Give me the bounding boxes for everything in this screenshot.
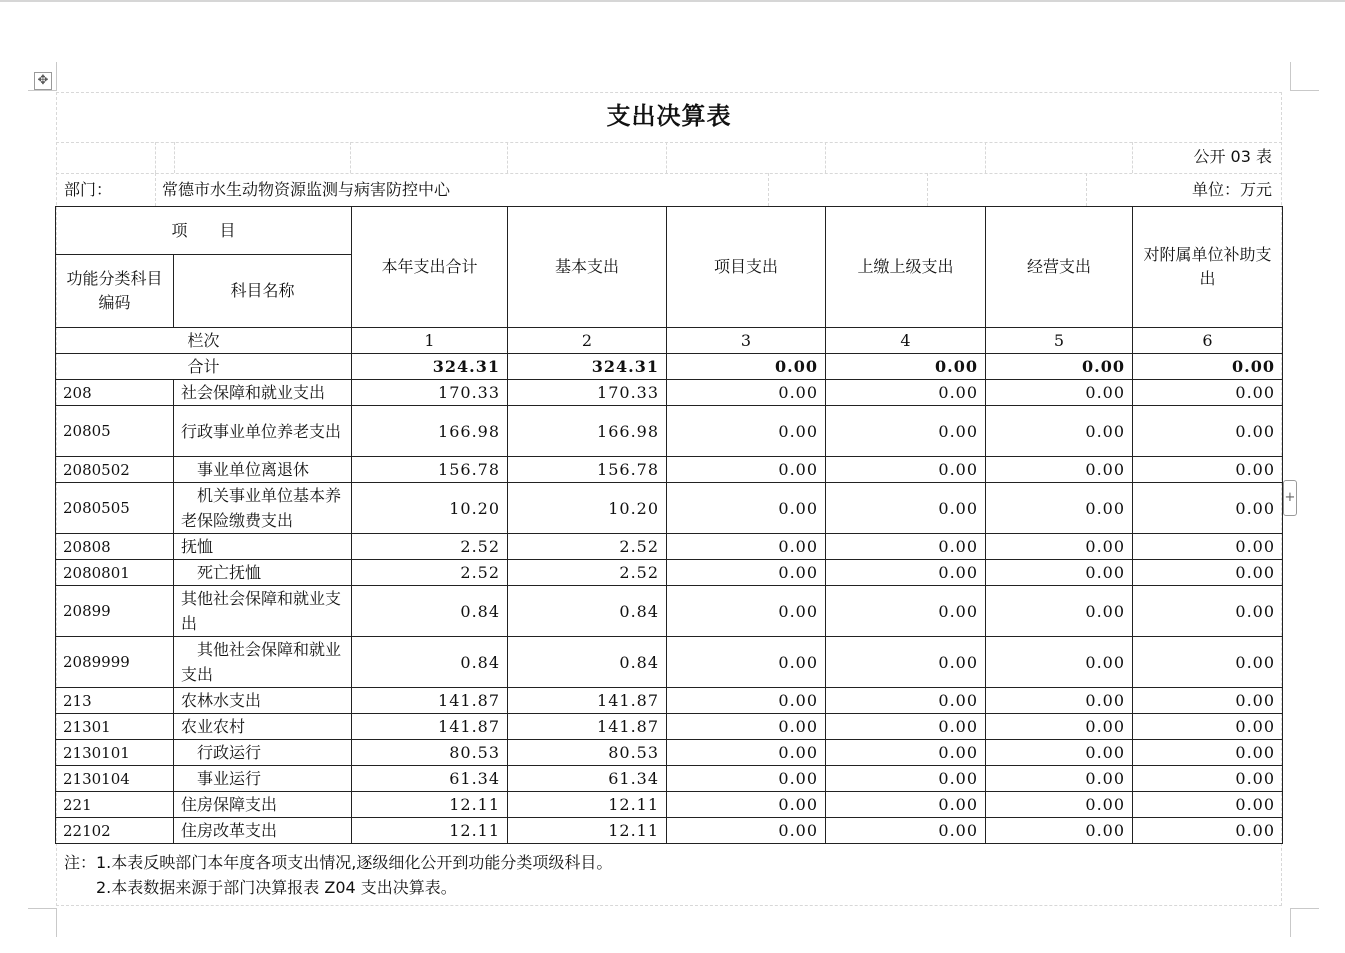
row-value: 0.00 [667, 637, 826, 688]
row-value: 0.00 [667, 586, 826, 637]
footnotes [64, 850, 612, 900]
row-value: 0.00 [667, 792, 826, 818]
page-corner-mark [28, 908, 57, 937]
row-value: 141.87 [352, 688, 508, 714]
row-value: 0.00 [1133, 637, 1283, 688]
row-code: 2089999 [56, 637, 174, 688]
row-value: 0.00 [1133, 406, 1283, 457]
row-value: 0.00 [986, 406, 1133, 457]
add-column-icon[interactable]: + [1283, 480, 1297, 516]
row-value: 0.00 [826, 534, 986, 560]
row-value: 141.87 [352, 714, 508, 740]
row-code: 2080502 [56, 457, 174, 483]
row-value: 0.00 [986, 457, 1133, 483]
column-number-label: 栏次 [56, 328, 352, 354]
row-value: 170.33 [508, 380, 667, 406]
row-value: 0.00 [667, 483, 826, 534]
row-value: 0.00 [986, 740, 1133, 766]
column-number: 1 [352, 328, 508, 354]
row-value: 2.52 [352, 534, 508, 560]
row-name: 事业单位离退休 [174, 457, 352, 483]
row-value: 0.00 [986, 714, 1133, 740]
row-value: 80.53 [508, 740, 667, 766]
row-code: 221 [56, 792, 174, 818]
row-code: 213 [56, 688, 174, 714]
row-value: 0.00 [986, 637, 1133, 688]
row-value: 0.00 [986, 483, 1133, 534]
header-item-group: 项 目 [56, 207, 352, 255]
row-value: 0.00 [667, 534, 826, 560]
row-value: 0.84 [352, 586, 508, 637]
row-value: 0.00 [826, 637, 986, 688]
top-border [0, 0, 1345, 2]
row-name: 农业农村 [174, 714, 352, 740]
table-row [56, 483, 1283, 534]
row-value: 166.98 [508, 406, 667, 457]
total-row [56, 354, 1283, 380]
total-value: 0.00 [826, 354, 986, 380]
row-value: 12.11 [508, 818, 667, 844]
row-value: 0.00 [826, 766, 986, 792]
row-code: 2130104 [56, 766, 174, 792]
row-value: 0.00 [826, 714, 986, 740]
column-number: 2 [508, 328, 667, 354]
header-code: 功能分类科目编码 [56, 255, 174, 328]
row-value: 0.00 [667, 560, 826, 586]
header-row [56, 207, 1283, 255]
row-value: 61.34 [508, 766, 667, 792]
gridline [56, 142, 1282, 143]
row-value: 0.00 [667, 457, 826, 483]
total-value: 0.00 [667, 354, 826, 380]
row-value: 0.00 [667, 818, 826, 844]
table-row [56, 740, 1283, 766]
row-value: 0.00 [986, 586, 1133, 637]
header-col-remit: 上缴上级支出 [826, 207, 986, 328]
form-number: 公开 03 表 [1193, 147, 1272, 166]
page-corner-mark [1290, 908, 1319, 937]
row-value: 0.00 [1133, 586, 1283, 637]
row-value: 170.33 [352, 380, 508, 406]
table-move-handle-icon[interactable]: ✥ [34, 72, 52, 90]
total-value: 324.31 [508, 354, 667, 380]
row-value: 0.00 [667, 714, 826, 740]
row-code: 20808 [56, 534, 174, 560]
row-code: 22102 [56, 818, 174, 844]
row-value: 0.00 [1133, 766, 1283, 792]
footnote-2: 2.本表数据来源于部门决算报表 Z04 支出决算表。 [64, 878, 457, 897]
row-value: 10.20 [508, 483, 667, 534]
row-value: 2.52 [508, 560, 667, 586]
column-number: 4 [826, 328, 986, 354]
row-code: 20899 [56, 586, 174, 637]
row-name: 农林水支出 [174, 688, 352, 714]
row-name: 住房改革支出 [174, 818, 352, 844]
row-name: 行政运行 [174, 740, 352, 766]
row-value: 0.00 [1133, 560, 1283, 586]
row-value: 0.00 [1133, 380, 1283, 406]
gridline [666, 142, 667, 173]
row-value: 0.00 [826, 792, 986, 818]
table-row [56, 457, 1283, 483]
row-name: 住房保障支出 [174, 792, 352, 818]
page-title: 支出决算表 [606, 102, 732, 130]
row-code: 2130101 [56, 740, 174, 766]
row-value: 0.84 [508, 637, 667, 688]
row-value: 0.00 [986, 766, 1133, 792]
row-value: 0.00 [986, 792, 1133, 818]
row-value: 0.00 [1133, 457, 1283, 483]
row-value: 0.00 [667, 380, 826, 406]
row-value: 2.52 [352, 560, 508, 586]
row-value: 0.00 [986, 560, 1133, 586]
header-col-project: 项目支出 [667, 207, 826, 328]
gridline [1132, 142, 1133, 173]
gridline [350, 142, 351, 173]
header-col-subsidy: 对附属单位补助支出 [1133, 207, 1283, 328]
row-name: 其他社会保障和就业支出 [174, 586, 352, 637]
row-value: 0.00 [1133, 483, 1283, 534]
header-col-basic: 基本支出 [508, 207, 667, 328]
row-value: 0.00 [826, 688, 986, 714]
row-value: 0.00 [826, 406, 986, 457]
row-value: 0.00 [667, 766, 826, 792]
row-code: 2080505 [56, 483, 174, 534]
row-value: 0.00 [826, 380, 986, 406]
gridline [1086, 173, 1087, 206]
row-value: 12.11 [508, 792, 667, 818]
row-code: 2080801 [56, 560, 174, 586]
total-label: 合计 [56, 354, 352, 380]
table-row [56, 406, 1283, 457]
row-value: 0.00 [826, 818, 986, 844]
department-name: 常德市水生动物资源监测与病害防控中心 [162, 180, 451, 199]
row-name: 行政事业单位养老支出 [174, 406, 352, 457]
total-value: 0.00 [986, 354, 1133, 380]
gridline [825, 142, 826, 173]
gridline [56, 173, 1282, 174]
row-value: 0.00 [667, 406, 826, 457]
header-col-total: 本年支出合计 [352, 207, 508, 328]
row-value: 0.00 [1133, 818, 1283, 844]
row-value: 0.00 [826, 560, 986, 586]
header-col-operating: 经营支出 [986, 207, 1133, 328]
expenditure-table [55, 206, 1283, 844]
table-row [56, 688, 1283, 714]
gridline [155, 142, 156, 173]
row-value: 2.52 [508, 534, 667, 560]
row-value: 0.00 [1133, 740, 1283, 766]
row-name: 其他社会保障和就业支出 [174, 637, 352, 688]
table-row [56, 586, 1283, 637]
gridline [927, 173, 928, 206]
row-value: 61.34 [352, 766, 508, 792]
row-value: 141.87 [508, 688, 667, 714]
gridline [174, 142, 175, 173]
row-value: 0.00 [986, 818, 1133, 844]
row-value: 141.87 [508, 714, 667, 740]
column-number-row [56, 328, 1283, 354]
table-row [56, 380, 1283, 406]
gridline [507, 142, 508, 173]
column-number: 5 [986, 328, 1133, 354]
row-name: 死亡抚恤 [174, 560, 352, 586]
total-value: 324.31 [352, 354, 508, 380]
row-value: 0.00 [1133, 534, 1283, 560]
row-value: 80.53 [352, 740, 508, 766]
row-code: 20805 [56, 406, 174, 457]
row-value: 0.00 [1133, 792, 1283, 818]
table-row [56, 714, 1283, 740]
row-name: 机关事业单位基本养老保险缴费支出 [174, 483, 352, 534]
page-corner-mark [1290, 62, 1319, 91]
gridline [768, 173, 769, 206]
row-name: 社会保障和就业支出 [174, 380, 352, 406]
row-value: 0.00 [826, 586, 986, 637]
row-value: 10.20 [352, 483, 508, 534]
total-value: 0.00 [1133, 354, 1283, 380]
row-value: 0.00 [986, 688, 1133, 714]
row-name: 抚恤 [174, 534, 352, 560]
gridline [155, 173, 156, 206]
header-name: 科目名称 [174, 255, 352, 328]
row-value: 12.11 [352, 792, 508, 818]
row-value: 0.00 [1133, 688, 1283, 714]
row-value: 0.84 [352, 637, 508, 688]
department-label: 部门： [64, 180, 113, 199]
row-value: 0.00 [826, 483, 986, 534]
row-value: 12.11 [352, 818, 508, 844]
row-value: 0.00 [826, 457, 986, 483]
table-row [56, 766, 1283, 792]
unit-label: 单位：万元 [1191, 180, 1272, 199]
row-value: 0.00 [667, 688, 826, 714]
table-row [56, 637, 1283, 688]
row-value: 0.00 [986, 534, 1133, 560]
footnote-1: 注：1.本表反映部门本年度各项支出情况,逐级细化公开到功能分类项级科目。 [64, 853, 613, 872]
row-value: 156.78 [508, 457, 667, 483]
row-value: 0.00 [986, 380, 1133, 406]
row-code: 21301 [56, 714, 174, 740]
row-value: 0.00 [1133, 714, 1283, 740]
row-value: 0.00 [667, 740, 826, 766]
row-value: 0.84 [508, 586, 667, 637]
table-row [56, 818, 1283, 844]
table-row [56, 560, 1283, 586]
table-row [56, 534, 1283, 560]
table-row [56, 792, 1283, 818]
row-value: 156.78 [352, 457, 508, 483]
column-number: 3 [667, 328, 826, 354]
row-value: 0.00 [826, 740, 986, 766]
row-name: 事业运行 [174, 766, 352, 792]
column-number: 6 [1133, 328, 1283, 354]
gridline [985, 142, 986, 173]
row-value: 166.98 [352, 406, 508, 457]
row-code: 208 [56, 380, 174, 406]
